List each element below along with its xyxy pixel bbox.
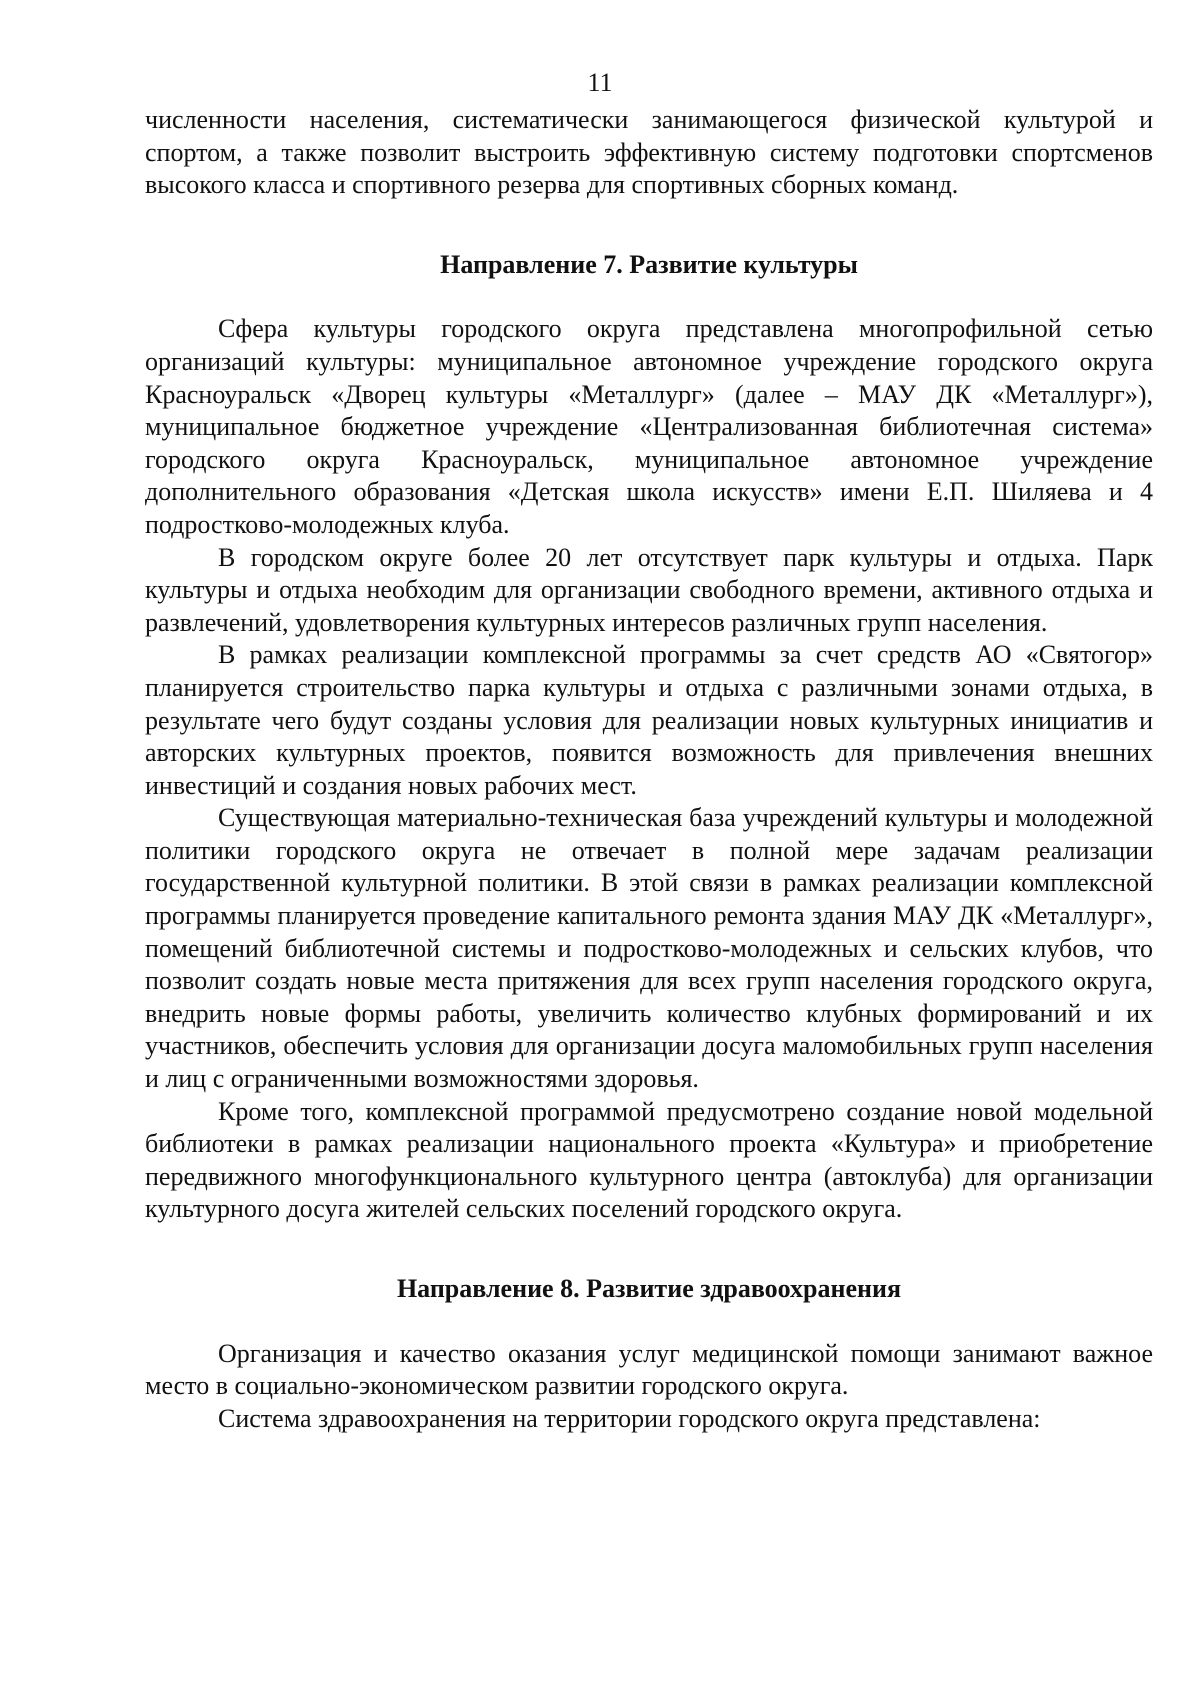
section-8-paragraph-1: Организация и качество оказания услуг медицинской помощи занимают важное место в социально-экономическом развитии городского округа. [145, 1338, 1153, 1401]
intro-paragraph: численности населения, систематически занимающегося физической культурой и спортом, а также позволит выстроить эффективную систему подготовки спортсменов высокого класса и спортивного резерва для спортивных сборных команд. [145, 105, 1153, 200]
section-7-paragraph-4: Существующая материально-техническая база учреждений культуры и молодежной политики городского округа не отвечает в полной мере задачам реализации государственной культурной политики. В этой связи в рамках реализации комплексной программы планируется проведение капитального ремонта здания МАУ ДК «Металлург», помещений библиотечной системы и подростково-молодежных и сельских клубов, что позволит создать новые места притяжения для всех групп населения городского округа, внедрить новые формы работы, увеличить количество клубных формирований и их участников, обеспечить условия для организации досуга маломобильных групп населения и лиц с ограниченными возможностями здоровья. [145, 803, 1153, 1094]
section-8-paragraph-2: Система здравоохранения на территории городского округа представлена: [218, 1403, 1041, 1433]
section-7-paragraph-5: Кроме того, комплексной программой предусмотрено создание новой модельной библиотеки в рамках реализации национального проекта «Культура» и приобретение передвижного многофункционального культурного центра (автоклуба) для организации культурного досуга жителей сельских поселений городского округа. [145, 1096, 1153, 1224]
section-7-paragraph-1: Сфера культуры городского округа представлена многопрофильной сетью организаций культуры: муниципальное автономное учреждение городского округа Красноуральск «Дворец культуры «Металлург» (далее – МАУ ДК «Металлург»), муниципальное бюджетное учреждение «Централизованная библиотечная система» городского округа Красноуральск, муниципальное автономное учреждение дополнительного образования «Детская школа искусств» имени Е.П. Шиляева и 4 подростково-молодежных клуба. [145, 314, 1153, 539]
section-8-heading: Направление 8. Развитие здравоохранения [396, 1274, 902, 1303]
spacer [145, 1306, 1153, 1338]
spacer [145, 1226, 1153, 1273]
section-7-paragraph-3: В рамках реализации комплексной программы за счет средств АО «Святогор» планируется строительство парка культуры и отдыха с различными зонами отдыха, в результате чего будут созданы условия для реализации новых культурных инициатив и авторских культурных проектов, появится возможность для привлечения внешних инвестиций и создания новых рабочих мест. [145, 640, 1153, 800]
section-7-heading: Направление 7. Развитие культуры [440, 249, 858, 279]
page-number: 11 [587, 68, 613, 97]
spacer [145, 202, 1153, 249]
document-body [145, 104, 1153, 1435]
spacer [145, 281, 1153, 313]
section-7-paragraph-2: В городском округе более 20 лет отсутствует парк культуры и отдыха. Парк культуры и отдыха необходим для организации свободного времени, активного отдыха и развлечений, удовлетворения культурных интересов различных групп населения. [145, 542, 1153, 637]
